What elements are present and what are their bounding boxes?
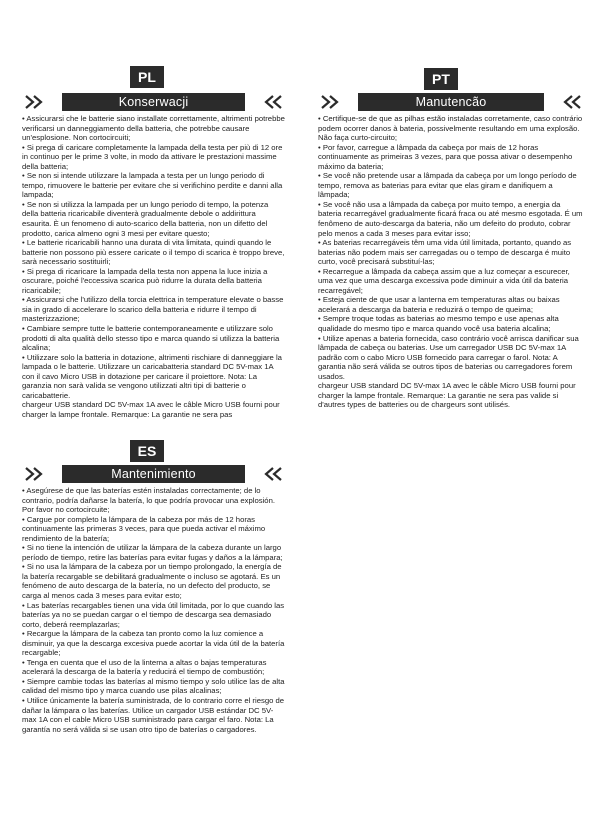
- chevron-left-double-icon: [245, 465, 285, 483]
- paragraph: • Si prega di ricaricare la lampada della testa non appena la luce inizia a oscurare, poiché l'eccessiva scarica può ridurre la durata della batteria ricaricabile;: [22, 266, 268, 295]
- paragraph: • Utilice únicamente la batería suministrada, de lo contrario corre el riesgo de dañar la lámpara o las baterías. Utilice un cargador USB estándar DC 5V-max 1A con el cable Micro USB suministrado para cargar el faro. Nota: La garantía no será válida si se usan otro tipo de baterías o cargadores.: [22, 696, 285, 734]
- paragraph: • Se você não pretende usar a lâmpada da cabeça por um longo período de tempo, remova as baterias para evitar que elas giram e danifiquem a lâmpada;: [318, 171, 577, 200]
- paragraph: • Si prega di caricare completamente la lampada della testa per più di 12 ore in continuo per le prime 3 volte, in modo da attivare le prestazioni massime della batteria;: [22, 142, 283, 171]
- section-header-pt: [318, 93, 584, 111]
- section-body-es: [22, 486, 285, 734]
- paragraph: • Assicurarsi che le batterie siano installate correttamente, altrimenti potrebbe verificarsi un danneggiamento della batteria, che potrebbe causare un'esplosione. Non cortocircuiti;: [22, 114, 285, 143]
- paragraph: • Por favor, carregue a lâmpada da cabeça por mais de 12 horas continuamente as primeiras 3 vezes, para que possa ativar o desempenho máximo da bateria;: [318, 142, 573, 171]
- paragraph: • Esteja ciente de que usar a lanterna em temperaturas altas ou baixas acelerará a descarga da bateria e reduzirá o tempo de queima;: [318, 295, 560, 314]
- paragraph: • Utilizzare solo la batteria in dotazione, altrimenti rischiare di danneggiare la lampada o le batterie. Utilizzare un caricabatteria standard DC 5V-max 1A con il cavo Micro USB in dotazione per caricare il proiettore. Nota: La garanzia non sarà valida se vengono utilizzati altri tipi di batterie o caricabatterie.: [22, 352, 282, 400]
- section-header-es: [22, 465, 285, 483]
- paragraph: • Assicurarsi che l'utilizzo della torcia elettrica in temperature elevate o basse sia in grado di accelerare lo scarico della batteria e ridurre il tempo di masterizzazione;: [22, 295, 284, 324]
- paragraph: • Certifique-se de que as pilhas estão instaladas corretamente, caso contrário podem ocorrer danos à bateria, possivelmente resultando em uma explosão. Não faça curto-circuito;: [318, 114, 583, 143]
- lang-badge-es: ES: [130, 440, 164, 462]
- lang-badge-pt: PT: [424, 68, 458, 90]
- paragraph: • Recargue la lámpara de la cabeza tan pronto como la luz comience a disminuir, ya que la descarga excesiva puede acortar la vida útil de la batería recargable;: [22, 629, 285, 658]
- paragraph: • As baterias recarregáveis têm uma vida útil limitada, portanto, quando as baterias não podem mais ser carregadas ou o tempo de descarga é muito curto, você precisará substituí-las;: [318, 238, 572, 267]
- chevron-left-double-icon: [245, 93, 285, 111]
- section-body-pt: [318, 114, 584, 410]
- section-body-pl: [22, 114, 285, 420]
- paragraph: • Tenga en cuenta que el uso de la linterna a altas o bajas temperaturas acelerará la descarga de la batería y reducirá el tiempo de combustión;: [22, 657, 267, 677]
- paragraph: • Si no usa la lámpara de la cabeza por un tiempo prolongado, la energía de la batería recargable se debilitará gradualmente o incluso se agotará. Es un fenómeno de auto descarga de la batería, no un defecto del producto, se carga al menos cada 3 meses para evitar esto;: [22, 562, 282, 601]
- paragraph: chargeur USB standard DC 5V-max 1A avec le câble Micro USB fourni pour charger la lampe frontale. Remarque: La garantie ne sera pas valide si d'autres types de batteries ou de chargeurs sont utilisés.: [318, 381, 576, 410]
- section-header-pl: [22, 93, 285, 111]
- paragraph: • Recarregue a lâmpada da cabeça assim que a luz começar a escurecer, uma vez que uma descarga excessiva pode diminuir a vida útil da bateria recarregável;: [318, 266, 570, 295]
- paragraph: • Las baterías recargables tienen una vida útil limitada, por lo que cuando las baterías ya no se puedan cargar o el tiempo de descarga sea demasiado corto, deberá reemplazarlas;: [22, 600, 285, 629]
- section-title-pl: Konserwacji: [62, 93, 245, 111]
- section-title-pt: Manutencão: [358, 93, 544, 111]
- chevron-right-double-icon: [318, 93, 358, 111]
- chevron-left-double-icon: [544, 93, 584, 111]
- paragraph: • Cambiare sempre tutte le batterie contemporaneamente e utilizzare solo prodotti di alta qualità dello stesso tipo e marca quando si utilizza la batteria alcalina;: [22, 324, 280, 353]
- paragraph: • Se non si intende utilizzare la lampada a testa per un lungo periodo di tempo, rimuovere le batterie per evitare che si verifichino perdite e danni alla lampada;: [22, 171, 283, 200]
- paragraph: • Se você não usa a lâmpada da cabeça por muito tempo, a energia da bateria recarregável gradualmente ficará fraca ou até mesmo esgotada. É um fenômeno de auto-descarga da bateria, não um defeito do produto, cobrar pelo menos a cada 3 meses para evitar isso;: [318, 199, 583, 238]
- paragraph: • Cargue por completo la lámpara de la cabeza por más de 12 horas continuamente las primeras 3 veces, para que pueda activar el máximo rendimiento de la batería;: [22, 514, 266, 543]
- paragraph: • Siempre cambie todas las baterías al mismo tiempo y solo utilice las de alta calidad del mismo tipo y marca cuando use pilas alcalinas;: [22, 676, 285, 696]
- paragraph: • Asegúrese de que las baterías estén instaladas correctamente; de lo contrario, podría dañarse la batería, lo que podría provocar una explosión. Por favor no cortocircuite;: [22, 486, 275, 515]
- paragraph: • Le batterie ricaricabili hanno una durata di vita limitata, quindi quando le batterie non possono più essere caricate o il tempo di scarica è troppo breve, sarà necessario sostituirli;: [22, 238, 285, 267]
- paragraph: • Si no tiene la intención de utilizar la lámpara de la cabeza durante un largo período de tiempo, retire las baterías para evitar fugas y daños a la lámpara;: [22, 543, 283, 562]
- lang-badge-pl: PL: [130, 66, 164, 88]
- paragraph: • Sempre troque todas as baterias ao mesmo tempo e use apenas alta qualidade do mesmo tipo e marca quando você usa bateria alcalina;: [318, 314, 559, 334]
- chevron-right-double-icon: [22, 93, 62, 111]
- paragraph: • Utilize apenas a bateria fornecida, caso contrário você arrisca danificar sua lâmpada de cabeça ou baterias. Use um carregador USB DC 5V-max 1A padrão com o cabo Micro USB fornecido para carregar o farol. Nota: A garantia não será válida se outros tipos de baterias ou carregadores forem usados.: [318, 333, 579, 381]
- section-title-es: Mantenimiento: [62, 465, 245, 483]
- paragraph: • Se non si utilizza la lampada per un lungo periodo di tempo, la potenza della batteria ricaricabile diventerà gradualmente debole o addirittura esaurita. È un fenomeno di auto-scarico della batteria, non un difetto del prodotto, carica almeno ogni 3 mesi per evitare questo;: [22, 199, 269, 238]
- chevron-right-double-icon: [22, 465, 62, 483]
- paragraph: chargeur USB standard DC 5V-max 1A avec le câble Micro USB fourni pour charger la lampe frontale. Remarque: La garantie ne sera pas: [22, 400, 280, 419]
